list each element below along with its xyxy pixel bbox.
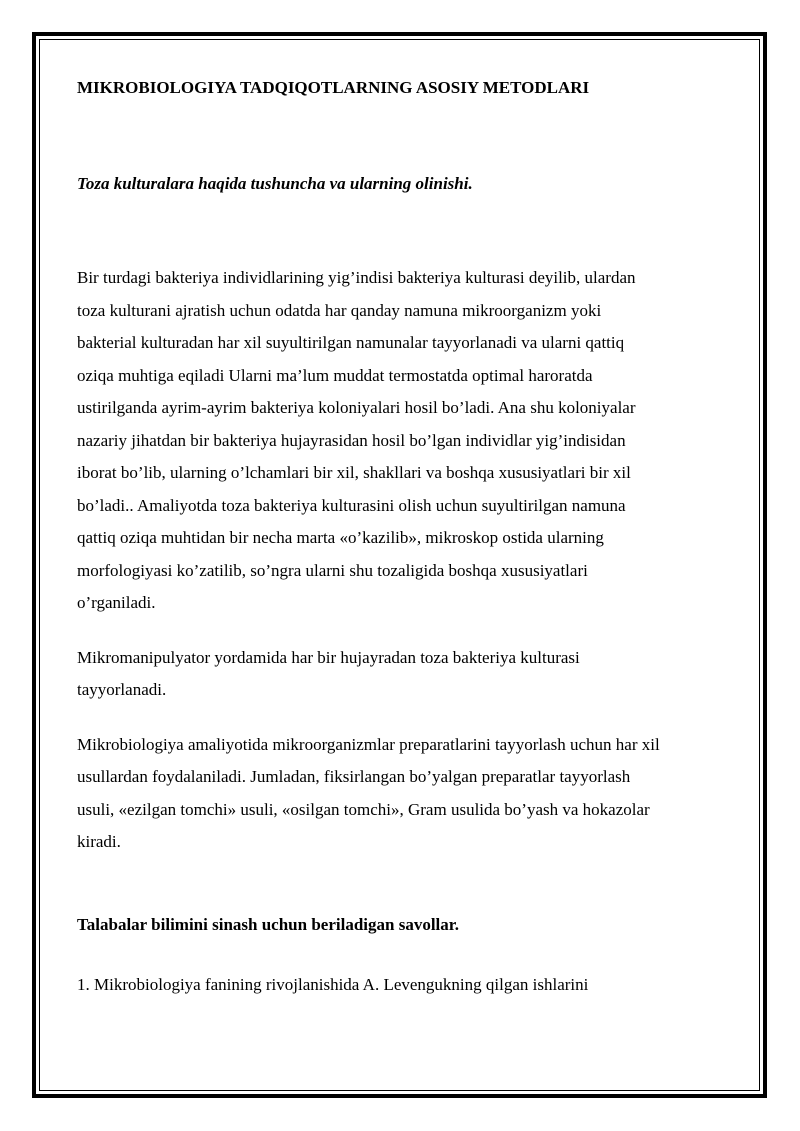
paragraph-line: Mikrobiologiya amaliyotida mikroorganizmlar preparatlarini tayyorlash uchun har xil: [77, 734, 660, 754]
document-title: MIKROBIOLOGIYA TADQIQOTLARNING ASOSIY METODLARI: [77, 78, 590, 97]
paragraph-line: tayyorlanadi.: [77, 680, 167, 699]
paragraph-line: bo’ladi.. Amaliyotda toza bakteriya kulturasini olish uchun suyultirilgan namuna: [77, 495, 626, 515]
paragraph-line: morfologiyasi ko’zatilib, so’ngra ularni shu tozaligida boshqa xususiyatlari: [77, 560, 588, 580]
paragraph-preparations: [77, 729, 727, 859]
paragraph-line: o’rganiladi.: [77, 593, 156, 612]
paragraph-line: ustirilganda ayrim-ayrim bakteriya koloniyalari hosil bo’ladi. Ana shu koloniyalar: [77, 398, 636, 417]
paragraph-line: iborat bo’lib, ularning o’lchamlari bir xil, shakllari va boshqa xususiyatlari bir xil: [77, 463, 631, 482]
question-item: 1. Mikrobiologiya fanining rivojlanishida A. Levengukning qilgan ishlarini: [77, 974, 589, 994]
paragraph-line: Bir turdagi bakteriya individlarining yig’indisi bakteriya kulturasi deyilib, ulardan: [77, 268, 636, 287]
paragraph-line: Mikromanipulyator yordamida har bir hujayradan toza bakteriya kulturasi: [77, 647, 580, 667]
section-subtitle: Toza kulturalara haqida tushuncha va ularning olinishi.: [77, 174, 473, 193]
paragraph-line: kiradi.: [77, 832, 121, 851]
document-body: [77, 76, 727, 997]
paragraph-line: usullardan foydalaniladi. Jumladan, fiksirlangan bo’yalgan preparatlar tayyorlash: [77, 767, 631, 786]
paragraph-line: toza kulturani ajratish uchun odatda har qanday namuna mikroorganizm yoki: [77, 300, 602, 320]
paragraph-micromanipulator: [77, 642, 727, 707]
paragraph-pure-cultures: [77, 262, 727, 620]
paragraph-line: nazariy jihatdan bir bakteriya hujayrasidan hosil bo’lgan individlar yig’indisidan: [77, 430, 626, 450]
questions-heading: Talabalar bilimini sinash uchun beriladigan savollar.: [77, 914, 460, 934]
paragraph-line: usuli, «ezilgan tomchi» usuli, «osilgan tomchi», Gram usulida bo’yash va hokazolar: [77, 799, 650, 819]
paragraph-line: bakterial kulturadan har xil suyultirilgan namunalar tayyorlanadi va ularni qattiq: [77, 333, 625, 352]
paragraph-line: qattiq oziqa muhtidan bir necha marta «o’kazilib», mikroskop ostida ularning: [77, 528, 604, 547]
paragraph-line: oziqa muhtiga eqiladi Ularni ma’lum muddat termostatda optimal haroratda: [77, 365, 593, 385]
